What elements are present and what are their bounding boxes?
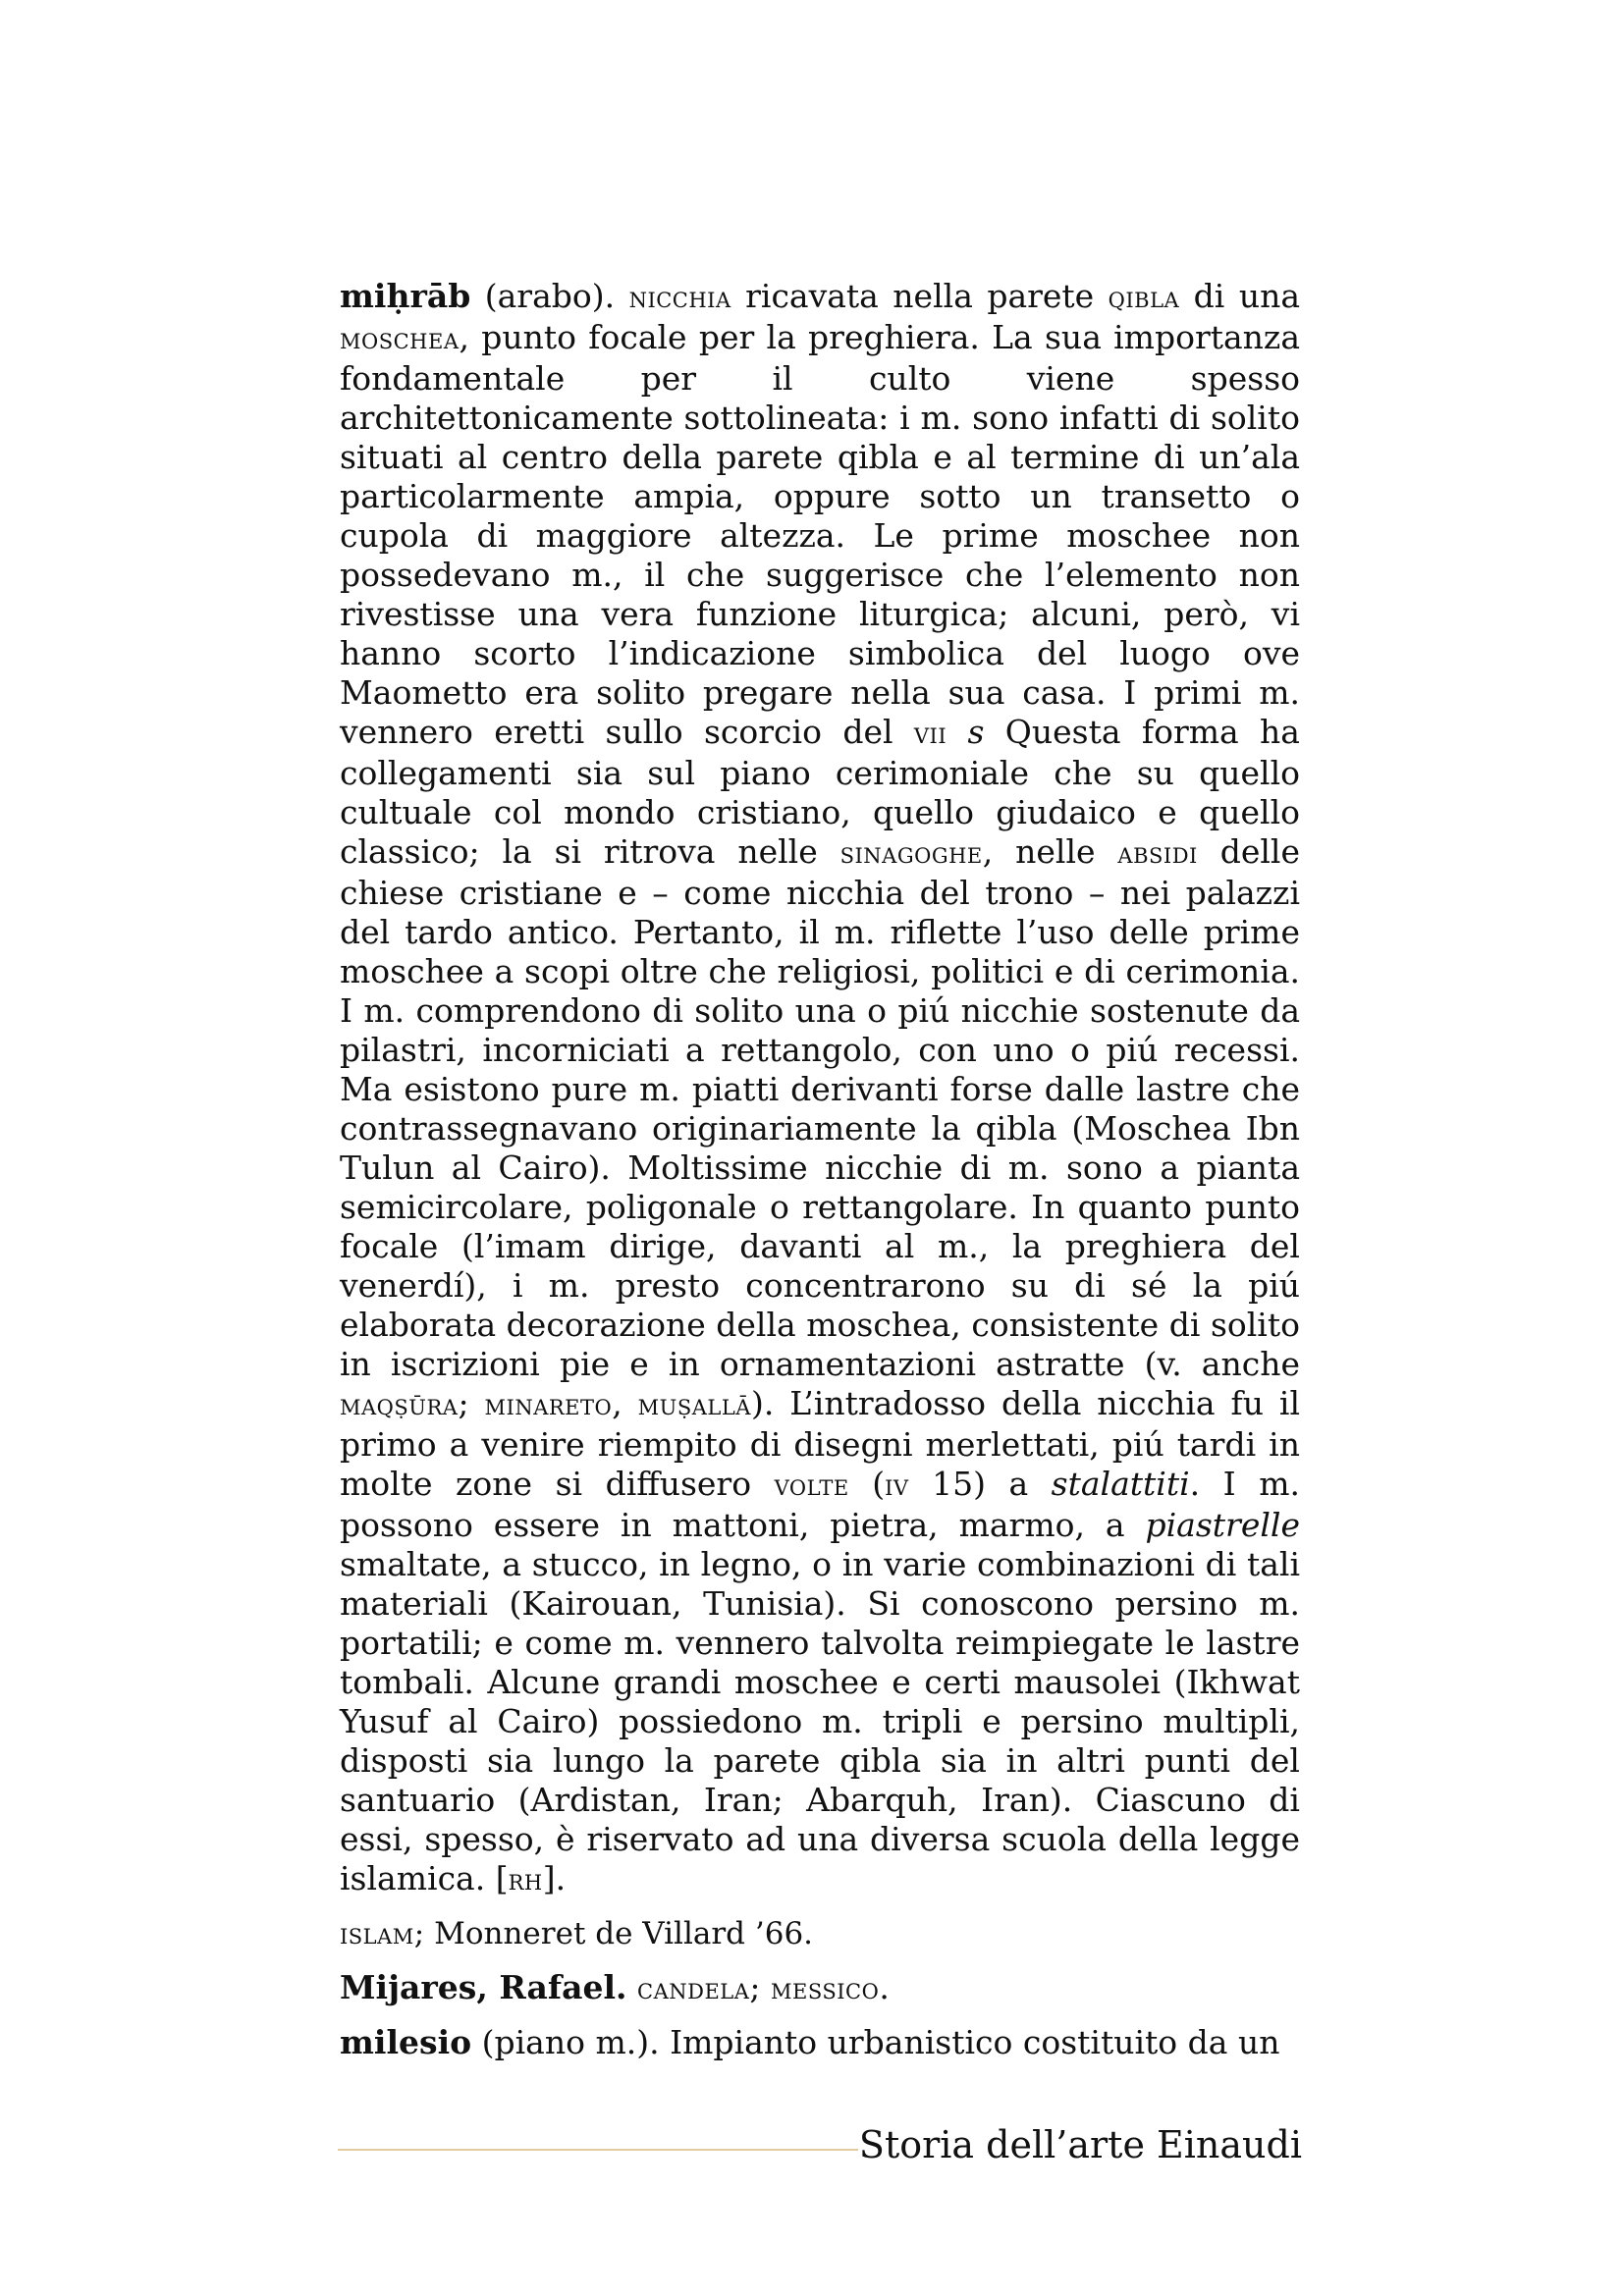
entry-text: . [879,1968,890,2006]
cross-ref: minareto [484,1388,613,1422]
entry-text: ]. [542,1859,567,1897]
entry-text: (arabo). [470,277,629,315]
entry-text: di una [1179,277,1300,315]
entry-milesio [340,2023,1300,2062]
footer-rule [338,2149,858,2151]
lemma-mihrab: miḥrāb [340,277,471,315]
cross-ref: volte [774,1468,849,1503]
entry-text: . I m. possono essere in mattoni, pietra, marmo, a [340,1465,1300,1544]
italic-term: stalattiti [1051,1465,1190,1503]
entry-text: smaltate, a stucco, in legno, o in varie combinazioni di tali materiali (Kairouan, Tunisia). Si conoscono persino m. portatili; e come m. vennero talvolta reimpiegate le lastre tombali. Alcune grandi moschee e certi mausolei (Ikhwat Yusuf al Cairo) possiedono m. tripli e persino multipli, disposti sia lungo la parete qibla sia in altri punti del santuario (Ardistan, Iran; Abarquh, Iran). Ciascuno di essi, spesso, è riservato ad una diversa scuola della legge islamica. [ [340,1545,1300,1897]
cross-ref: candela [637,1972,750,2006]
cross-ref: absidi [1117,836,1198,871]
cross-ref: muṣallā [637,1388,751,1422]
entry-text [627,1968,638,2006]
entry-text: 15) a [908,1465,1052,1503]
entry-text: , [612,1384,638,1422]
entry-text: ; [458,1384,485,1422]
entry-text [947,713,967,751]
bibliography-line [340,1914,1300,1954]
entry-mihrab [340,277,1300,1900]
entry-text: ). L’intradosso della nicchia fu il primo a venire riempito di disegni merlettati, piú tardi in molte zone si diffusero [340,1384,1301,1503]
century-abbr: s [967,713,985,751]
entry-text: ; [749,1968,771,2006]
lemma-milesio: milesio [340,2023,472,2061]
cross-ref: messico [771,1972,880,2006]
entry-text: ( [848,1465,886,1503]
lemma-mijares: Mijares, Rafael. [340,1968,627,2006]
italic-term: piastrelle [1145,1506,1300,1544]
entry-mijares [340,1968,1300,2009]
cross-ref: moschea [340,322,460,356]
entry-text: ricavata nella parete [730,277,1109,315]
cross-ref: qibla [1108,281,1180,315]
footer-title: Storia dell’arte Einaudi [858,2123,1302,2166]
cross-ref: sinagoghe [839,836,983,871]
entry-text: delle chiese cristiane e – come nicchia del trono – nei palazzi del tardo antico. Pertanto, il m. riflette l’uso delle prime moschee a scopi oltre che religiosi, politici e di cerimonia. I m. comprendono di solito una o piú nicchie sostenute da pilastri, incorniciati a rettangolo, con uno o piú recessi. Ma esistono pure m. piatti derivanti forse dalle lastre che contrassegnavano originariamente la qibla (Moschea Ibn Tulun al Cairo). Moltissime nicchie di m. sono a pianta semicircolare, poligonale o rettangolare. In quanto punto focale (l’imam dirige, davanti al m., la preghiera del venerdí), i m. presto concentrarono su di sé la piú elaborata decorazione della moschea, consistente di solito in iscrizioni pie e in ornamentazioni astratte (v. anche [340,832,1301,1383]
page-text [340,277,1300,2062]
cross-ref: iv [885,1468,909,1503]
cross-ref: vii [913,717,947,751]
cross-ref: nicchia [628,281,731,315]
page-footer [338,2120,1302,2169]
entry-text: Questa forma ha collegamenti sia sul piano cerimoniale che su quello cultuale col mondo cristiano, quello giudaico e quello classico; la si ritrova nelle [340,713,1300,871]
entry-text: (piano m.). Impianto urbanistico costituito da un [471,2023,1280,2061]
author-initials: rh [508,1863,543,1897]
cross-ref: islam [340,1917,414,1951]
bibliography-text: ; Monneret de Villard ’66. [413,1916,814,1951]
entry-text: , nelle [982,832,1118,871]
entry-text: , punto focale per la preghiera. La sua importanza fondamentale per il culto viene spesso architettonicamente sottolineata: i m. sono infatti di solito situati al centro della parete qibla e al termine di un’ala particolarmente ampia, oppure sotto un transetto o cupola di maggiore altezza. Le prime moschee non possedevano m., il che suggerisce che l’elemento non rivestisse una vera funzione liturgica; alcuni, però, vi hanno scorto l’indicazione simbolica del luogo ove Maometto era solito pregare nella sua casa. I primi m. vennero eretti sullo scorcio del [340,318,1300,751]
cross-ref: maqṣūra [340,1388,459,1422]
